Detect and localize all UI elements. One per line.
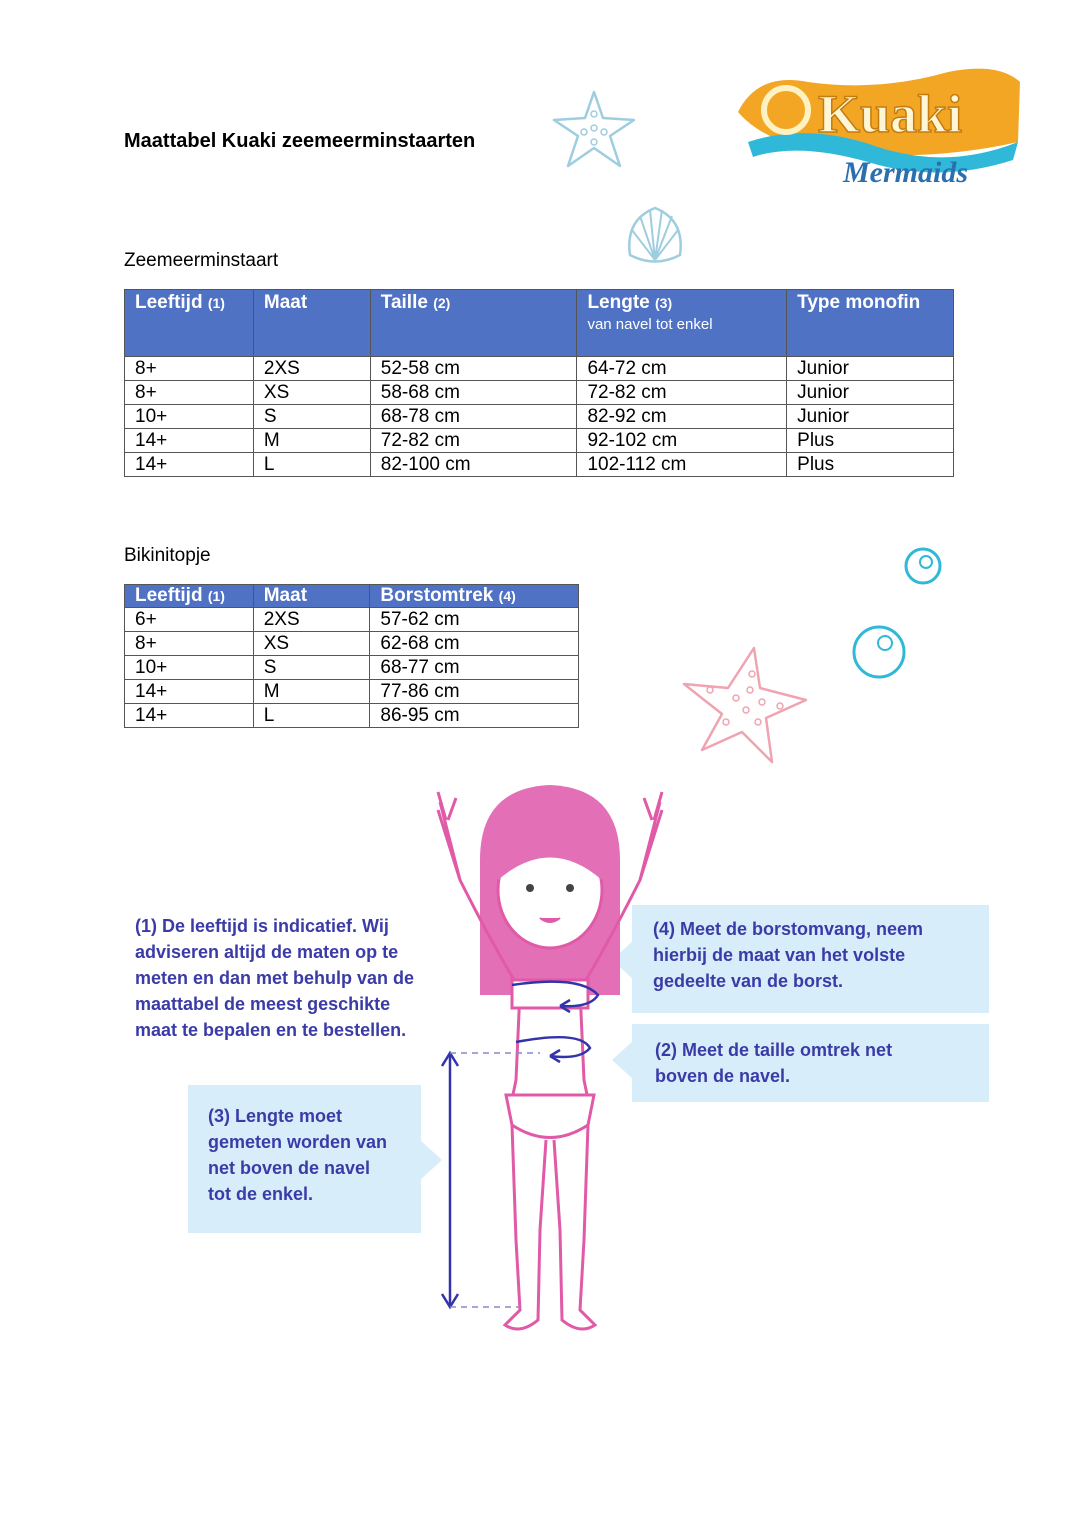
header-leeftijd: Leeftijd (1) [125,290,254,357]
table-row [125,608,579,632]
note-taille: (2) Meet de taille omtrek net boven de navel. [655,1040,893,1086]
header-type-monofin: Type monofin [787,290,954,357]
tail-section-label: Zeemeerminstaart [124,250,279,271]
kuaki-logo [728,52,1028,192]
table-row [125,453,954,477]
cell: Junior [787,357,954,381]
bubble-icon [902,545,944,587]
table-header-row [125,585,579,608]
cell: 2XS [253,357,370,381]
cell: S [253,405,370,429]
cell: 57-62 cm [370,608,579,632]
page-title: Maattabel Kuaki zeemeerminstaarten [124,130,476,152]
cell: 82-92 cm [577,405,787,429]
starfish-icon [676,640,816,770]
note-lengte: (3) Lengte moet gemeten worden van net boven de navel tot de enkel. [208,1106,388,1204]
cell: 68-77 cm [370,656,579,680]
header-borstomtrek: Borstomtrek (4) [370,585,579,608]
cell: M [253,429,370,453]
cell: 14+ [125,680,254,704]
cell: XS [253,381,370,405]
cell: 77-86 cm [370,680,579,704]
shell-icon [620,200,690,270]
cell: Plus [787,429,954,453]
cell: 68-78 cm [370,405,577,429]
cell: 82-100 cm [370,453,577,477]
cell: L [253,453,370,477]
header-taille: Taille (2) [370,290,577,357]
cell: 14+ [125,429,254,453]
cell: 8+ [125,357,254,381]
cell: 58-68 cm [370,381,577,405]
tail-size-table [124,289,954,477]
cell: 92-102 cm [577,429,787,453]
cell: 72-82 cm [577,381,787,405]
cell: 52-58 cm [370,357,577,381]
cell: L [253,704,370,728]
logo-sub-text: Mermaids [843,156,969,189]
table-row [125,357,954,381]
logo-brand-text: Kuaki [818,84,963,144]
starfish-icon [548,86,640,172]
bikini-size-table [124,584,579,728]
cell: 6+ [125,608,254,632]
table-row [125,680,579,704]
table-row [125,381,954,405]
table-row [125,656,579,680]
cell: 8+ [125,381,254,405]
table-row [125,704,579,728]
header-lengte: Lengte (3) van navel tot enkel [577,290,787,357]
cell: M [253,680,370,704]
cell: 86-95 cm [370,704,579,728]
cell: Plus [787,453,954,477]
cell: S [253,656,370,680]
cell: 14+ [125,453,254,477]
cell: XS [253,632,370,656]
bubble-icon [850,623,908,681]
note-borstomvang: (4) Meet de borstomvang, neem hierbij de maat van het volste gedeelte van de borst. [653,919,924,991]
cell: 8+ [125,632,254,656]
table-row [125,405,954,429]
cell: 2XS [253,608,370,632]
cell: 64-72 cm [577,357,787,381]
cell: 10+ [125,656,254,680]
cell: 10+ [125,405,254,429]
cell: Junior [787,405,954,429]
header-leeftijd: Leeftijd (1) [125,585,254,608]
girl-figure-illustration [420,780,680,1340]
cell: Junior [787,381,954,405]
cell: 102-112 cm [577,453,787,477]
note-leeftijd: (1) De leeftijd is indicatief. Wij adviseren altijd de maten op te meten en dan met behulp van de maattabel de meest geschikte maat te bepalen en te bestellen. [135,916,415,1040]
header-maat: Maat [253,290,370,357]
table-header-row [125,290,954,357]
table-row [125,429,954,453]
header-maat: Maat [253,585,370,608]
cell: 62-68 cm [370,632,579,656]
table-row [125,632,579,656]
bikini-section-label: Bikinitopje [124,545,211,566]
cell: 72-82 cm [370,429,577,453]
cell: 14+ [125,704,254,728]
